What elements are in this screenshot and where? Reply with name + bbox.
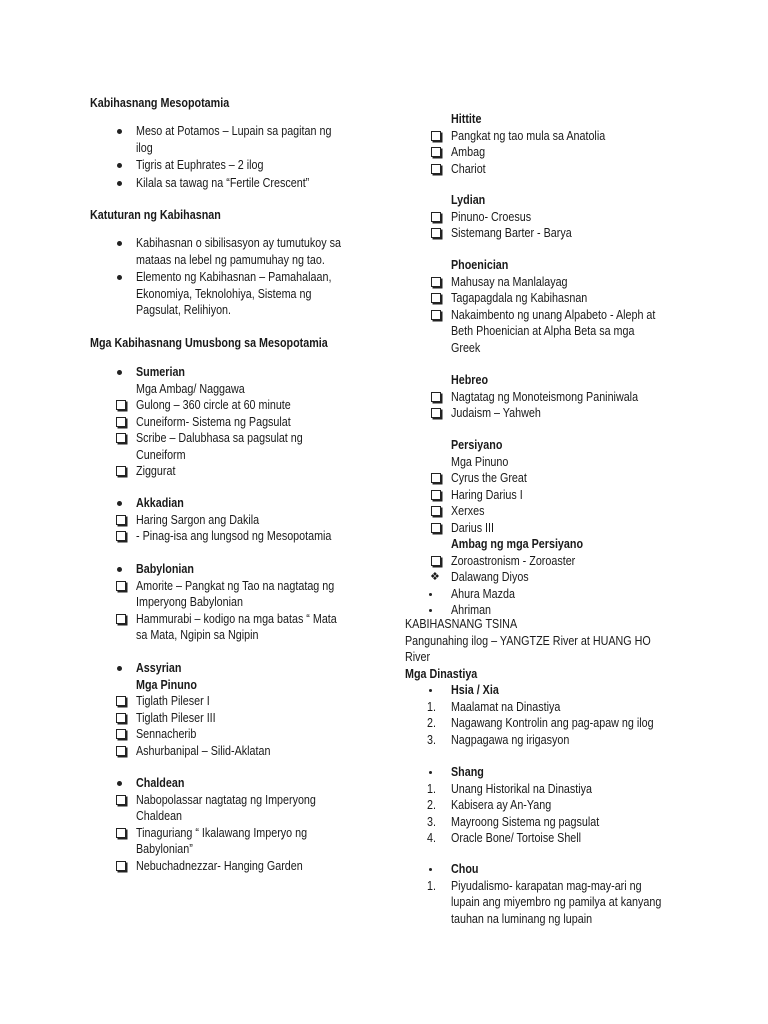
section-heading: Mga Dinastiya (405, 666, 478, 681)
checkbox-icon (116, 729, 126, 739)
checkbox-icon (431, 490, 441, 500)
list-item-text: Elemento ng Kabihasnan – Pamahalaan, (136, 270, 332, 284)
subsection-title: Phoenician (451, 258, 509, 272)
list-number: 2. (427, 716, 436, 730)
section-heading: Kabihasnang Mesopotamia (90, 96, 230, 110)
checkbox-icon (116, 795, 126, 805)
subsection-title: Assyrian (136, 661, 182, 675)
list-item-text: - Pinag-isa ang lungsod ng Mesopotamia (136, 529, 332, 543)
checkbox-icon (431, 392, 441, 402)
bullet-icon (117, 501, 122, 506)
list-item-text: Meso at Potamos – Lupain sa pagitan ng (136, 124, 332, 138)
list-number: 3. (427, 814, 436, 829)
diamond-bullet-icon: ❖ (430, 571, 440, 583)
subsection-title: Chaldean (136, 776, 185, 790)
subsection-title: Persiyano (451, 438, 503, 452)
checkbox-icon (431, 506, 441, 516)
body-text: River (405, 650, 431, 664)
list-item-text: Nabopolassar nagtatag ng Imperyong (136, 792, 316, 807)
checkbox-icon (116, 828, 126, 838)
checkbox-icon (431, 523, 441, 533)
list-item-text: Haring Sargon ang Dakila (136, 512, 260, 527)
list-item-text: Cyrus the Great (451, 471, 527, 485)
list-number: 1. (427, 699, 436, 714)
list-item-text: Pinuno- Croesus (451, 209, 532, 224)
list-item-text: Amorite – Pangkat ng Tao na nagtatag ng (136, 578, 335, 593)
list-item-text: Chaldean (136, 809, 183, 823)
list-item-text: Ambag (451, 145, 486, 159)
list-item-text: Pagsulat, Relihiyon. (136, 303, 232, 317)
list-item-text: Nakaimbento ng unang Alpabeto - Aleph at (451, 307, 656, 322)
list-item-text: Judaism – Yahweh (451, 406, 541, 420)
checkbox-icon (431, 556, 441, 566)
list-item-text: Scribe – Dalubhasa sa pagsulat ng (136, 431, 303, 445)
list-item-text: Dalawang Diyos (451, 570, 529, 584)
small-bullet-icon (429, 593, 432, 596)
list-item-text: Gulong – 360 circle at 60 minute (136, 398, 291, 412)
list-item-text: Sennacherib (136, 727, 197, 741)
subsection-subtitle: Mga Pinuno (451, 454, 509, 469)
list-item-text: Nebuchadnezzar- Hanging Garden (136, 858, 303, 873)
section-heading: KABIHASNANG TSINA (405, 617, 518, 631)
list-item-text: Imperyong Babylonian (136, 595, 243, 609)
subsection-title: Shang (451, 765, 484, 779)
checkbox-icon (431, 293, 441, 303)
list-item-text: Maalamat na Dinastiya (451, 699, 561, 714)
list-item-text: Nagtatag ng Monoteismong Paniniwala (451, 389, 639, 404)
checkbox-icon (116, 581, 126, 591)
list-item-text: Ahriman (451, 603, 492, 617)
subsection-title: Akkadian (136, 496, 184, 510)
bullet-icon (117, 275, 122, 280)
subsection-subtitle: Mga Ambag/ Naggawa (136, 381, 245, 396)
list-item-text: Chariot (451, 161, 486, 176)
checkbox-icon (116, 531, 126, 541)
list-item-text: Tigris at Euphrates – 2 ilog (136, 158, 264, 172)
list-item-text: Kabisera ay An-Yang (451, 798, 552, 812)
list-number: 1. (427, 878, 436, 893)
checkbox-icon (116, 696, 126, 706)
list-item-text: Ashurbanipal – Silid-Aklatan (136, 743, 271, 758)
small-bullet-icon (429, 689, 432, 692)
checkbox-icon (431, 310, 441, 320)
small-bullet-icon (429, 609, 432, 612)
checkbox-icon (431, 131, 441, 141)
list-item-text: Tagapagdala ng Kabihasnan (451, 291, 588, 305)
list-item-text: Sistemang Barter - Barya (451, 226, 572, 240)
list-item-text: Ahura Mazda (451, 586, 515, 601)
checkbox-icon (431, 408, 441, 418)
list-item-text: Tinaguriang “ Ikalawang Imperyo ng (136, 825, 308, 840)
checkbox-icon (431, 212, 441, 222)
small-bullet-icon (429, 771, 432, 774)
subsection-title: Hebreo (451, 373, 489, 387)
subsection-title: Sumerian (136, 365, 185, 379)
small-bullet-icon (429, 868, 432, 871)
list-item-text: Cuneiform- Sistema ng Pagsulat (136, 414, 291, 429)
subsection-subtitle: Mga Pinuno (136, 677, 197, 692)
checkbox-icon (431, 164, 441, 174)
list-number: 4. (427, 831, 436, 845)
bullet-icon (117, 163, 122, 168)
list-number: 2. (427, 798, 436, 812)
list-item-text: sa Mata, Ngipin sa Ngipin (136, 628, 259, 642)
subsection-title: Lydian (451, 193, 486, 207)
checkbox-icon (116, 515, 126, 525)
list-item-text: Ekonomiya, Teknolohiya, Sistema ng (136, 286, 312, 301)
list-item-text: Mayroong Sistema ng pagsulat (451, 814, 600, 829)
checkbox-icon (116, 713, 126, 723)
list-item-text: Tiglath Pileser III (136, 710, 216, 725)
checkbox-icon (116, 466, 126, 476)
list-item-text: Unang Historikal na Dinastiya (451, 781, 593, 796)
checkbox-icon (116, 400, 126, 410)
checkbox-icon (431, 147, 441, 157)
list-number: 1. (427, 781, 436, 796)
bullet-icon (117, 129, 122, 134)
list-item-text: lupain ang miyembro ng pamilya at kanyang (451, 895, 662, 909)
bullet-icon (117, 666, 122, 671)
list-item-text: Oracle Bone/ Tortoise Shell (451, 831, 582, 845)
checkbox-icon (431, 228, 441, 238)
list-number: 3. (427, 732, 436, 747)
bullet-icon (117, 781, 122, 786)
list-item-text: mataas na lebel ng pamumuhay ng tao. (136, 252, 325, 267)
list-item-text: Zoroastronism - Zoroaster (451, 553, 576, 568)
list-item-text: Ziggurat (136, 464, 176, 478)
bullet-icon (117, 181, 122, 186)
list-item-text: Haring Darius I (451, 487, 523, 502)
list-item-text: Xerxes (451, 504, 485, 518)
checkbox-icon (116, 746, 126, 756)
body-text: Pangunahing ilog – YANGTZE River at HUANG HO (405, 633, 651, 648)
checkbox-icon (116, 417, 126, 427)
list-item-text: Nagpagawa ng irigasyon (451, 732, 570, 747)
list-item-text: Darius III (451, 520, 495, 535)
checkbox-icon (116, 861, 126, 871)
checkbox-icon (431, 277, 441, 287)
list-item-text: Hammurabi – kodigo na mga batas “ Mata (136, 611, 337, 626)
list-item-text: Tiglath Pileser I (136, 694, 210, 708)
section-heading: Katuturan ng Kabihasnan (90, 208, 221, 222)
list-item-text: Kilala sa tawag na “Fertile Crescent” (136, 175, 310, 190)
bullet-icon (117, 370, 122, 375)
section-heading: Mga Kabihasnang Umusbong sa Mesopotamia (90, 336, 328, 350)
subsection-title: Babylonian (136, 562, 194, 576)
list-item-text: Nagawang Kontrolin ang pag-apaw ng ilog (451, 716, 654, 730)
list-item-text: Cuneiform (136, 447, 186, 462)
list-item-text: ilog (136, 140, 153, 155)
bullet-icon (117, 241, 122, 246)
list-item-text: Babylonian” (136, 842, 193, 856)
checkbox-icon (116, 614, 126, 624)
subsection-subtitle: Ambag ng mga Persiyano (451, 537, 584, 551)
list-item-text: Beth Phoenician at Alpha Beta sa mga (451, 324, 635, 338)
checkbox-icon (116, 433, 126, 443)
list-item-text: Kabihasnan o sibilisasyon ay tumutukoy sa (136, 236, 341, 250)
list-item-text: Piyudalismo- karapatan mag-may-ari ng (451, 878, 642, 893)
subsection-title: Hsia / Xia (451, 683, 499, 697)
list-item-text: tauhan na luminang ng lupain (451, 911, 593, 926)
list-item-text: Greek (451, 340, 481, 355)
list-item-text: Mahusay na Manlalayag (451, 274, 568, 289)
bullet-icon (117, 567, 122, 572)
list-item-text: Pangkat ng tao mula sa Anatolia (451, 128, 606, 143)
checkbox-icon (431, 473, 441, 483)
subsection-title: Chou (451, 862, 479, 876)
subsection-title: Hittite (451, 112, 482, 126)
